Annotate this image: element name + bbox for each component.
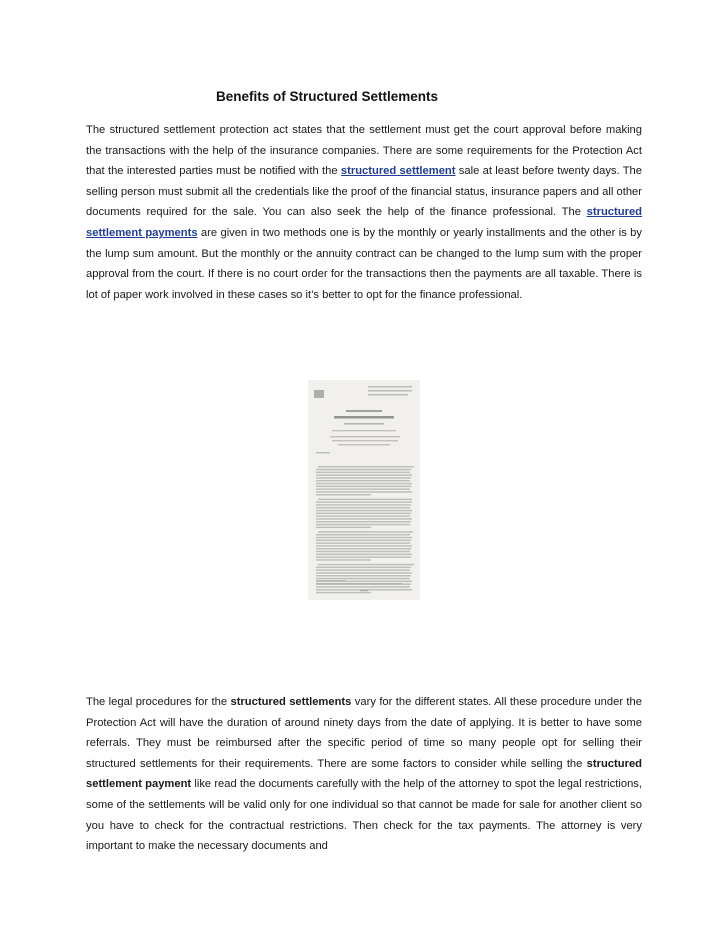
paragraph-2-text: like read the documents carefully with the help of the attorney to spot the legal restrictions, some of the settlements will be valid only for one individual so that cannot be made for sale for another client so you have to check for the contractual restrictions. Then check for the tax payments. The attorney is very important to make the necessary documents and bbox=[86, 778, 643, 853]
inline-link[interactable]: structured settlement payments bbox=[86, 206, 642, 239]
paragraph-1 bbox=[86, 120, 642, 305]
page-title: Benefits of Structured Settlements bbox=[216, 89, 439, 104]
bold-phrase: structured settlement payment bbox=[86, 757, 642, 791]
paragraph-1-text: sale at least before twenty days. The selling person must submit all the credentials like the proof of the financial status, insurance papers and all other documents required for the sale. You can also seek the help of the finance professional. The bbox=[86, 165, 643, 219]
paragraph-2-text: vary for the different states. All these procedure under the Protection Act will have the duration of around ninety days from the date of applying. It is better to have some referrals. They must be reimbursed after the specific period of time so many people opt for selling their structured settlements for their requirements. There are some factors to consider while selling the bbox=[86, 696, 642, 770]
paragraph-2-text: The legal procedures for the bbox=[86, 696, 231, 708]
bold-phrase: structured settlements bbox=[230, 696, 352, 708]
scanned-paper-thumbnail-icon bbox=[308, 380, 420, 600]
scanned-paper-image bbox=[308, 380, 420, 600]
inline-link[interactable]: structured settlement bbox=[340, 165, 456, 178]
paragraph-2 bbox=[86, 692, 642, 857]
paragraph-1-text: are given in two methods one is by the monthly or yearly installments and the other is by the lump sum amount. But the monthly or the annuity contract can be changed to the lump sum with the proper approval from the court. If there is no court order for the transactions then the payments are all taxable. There is lot of paper work involved in these cases so it’s better to opt for the finance professional. bbox=[86, 226, 642, 301]
paragraph-1-text: The structured settlement protection act states that the settlement must get the court approval before making the transactions with the help of the insurance companies. There are some requirements for the Protection Act that the interested parties must be notified with the bbox=[86, 124, 642, 178]
